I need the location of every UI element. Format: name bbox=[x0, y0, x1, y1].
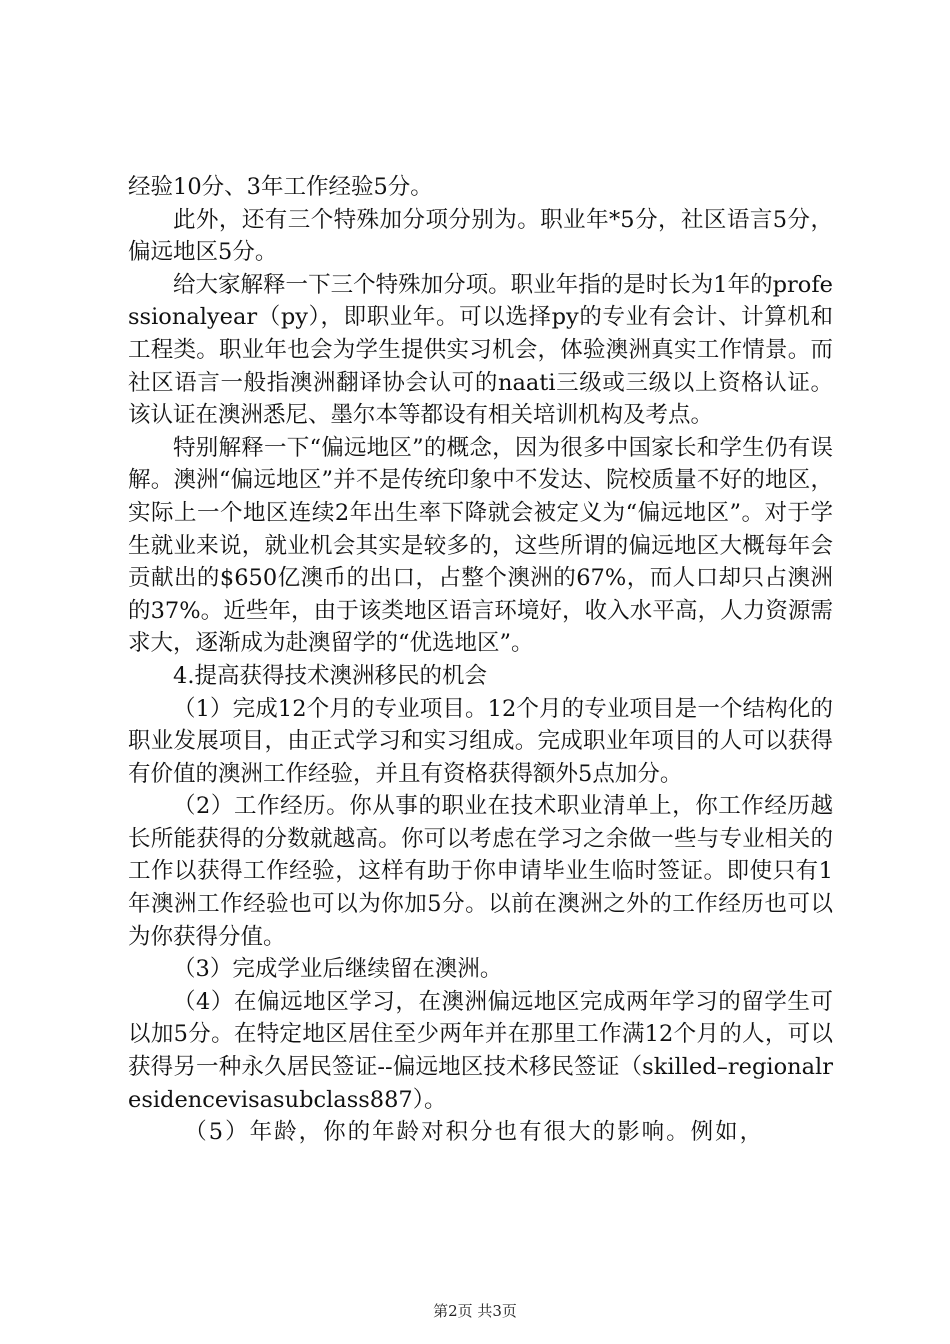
document-body bbox=[128, 171, 833, 1149]
list-item-stay-in-australia: （3）完成学业后继续留在澳洲。 bbox=[173, 956, 503, 983]
paragraph-regional-areas: 特别解释一下“偏远地区”的概念，因为很多中国家长和学生仍有误解。澳洲“偏远地区”并不是传统印象中不发达、院校质量不好的地区，实际上一个地区连续2年出生率下降就会被定义为“偏远地区”。对于学生就业来说，就业机会其实是较多的，这些所谓的偏远地区大概每年会贡献出的$650亿澳币的出口，占整个澳洲的67%，而人口却只占澳洲的37%。近些年，由于该类地区语言环境好，收入水平高，人力资源需求大，逐渐成为赴澳留学的“优选地区”。 bbox=[128, 434, 833, 657]
paragraph-bonus-explanation: 给大家解释一下三个特殊加分项。职业年指的是时长为1年的professionalyear（py），即职业年。可以选择py的专业有会计、计算机和工程类。职业年也会为学生提供实习机会，体验澳洲真实工作情景。而社区语言一般指澳洲翻译协会认可的naati三级或三级以上资格认证。该认证在澳洲悉尼、墨尔本等都设有相关培训机构及考点。 bbox=[128, 271, 833, 429]
paragraph-special-bonus-items: 此外，还有三个特殊加分项分别为。职业年*5分，社区语言5分，偏远地区5分。 bbox=[128, 206, 833, 266]
list-item-professional-year: （1）完成12个月的专业项目。12个月的专业项目是一个结构化的职业发展项目，由正式学习和实习组成。完成职业年项目的人可以获得有价值的澳洲工作经验，并且有资格获得额外5点加分。 bbox=[128, 695, 833, 787]
list-item-work-experience: （2）工作经历。你从事的职业在技术职业清单上，你工作经历越长所能获得的分数就越高。你可以考虑在学习之余做一些与专业相关的工作以获得工作经验，这样有助于你申请毕业生临时签证。即使只有1年澳洲工作经验也可以为你加5分。以前在澳洲之外的工作经历也可以为你获得分值。 bbox=[128, 793, 833, 950]
page-number-footer: 第2页 共3页 bbox=[433, 1302, 517, 1320]
section-heading-improve-chances: 4.提高获得技术澳洲移民的机会 bbox=[173, 662, 487, 689]
paragraph-work-experience-points: 经验10分、3年工作经验5分。 bbox=[128, 174, 433, 200]
list-item-regional-study: （4）在偏远地区学习，在澳洲偏远地区完成两年学习的留学生可以加5分。在特定地区居住至少两年并在那里工作满12个月的人，可以获得另一种永久居民签证--偏远地区技术移民签证（skilled–regionalresidencevisasubclass887）。 bbox=[128, 988, 833, 1113]
list-item-age: （5）年龄，你的年龄对积分也有很大的影响。例如， bbox=[184, 1119, 765, 1146]
